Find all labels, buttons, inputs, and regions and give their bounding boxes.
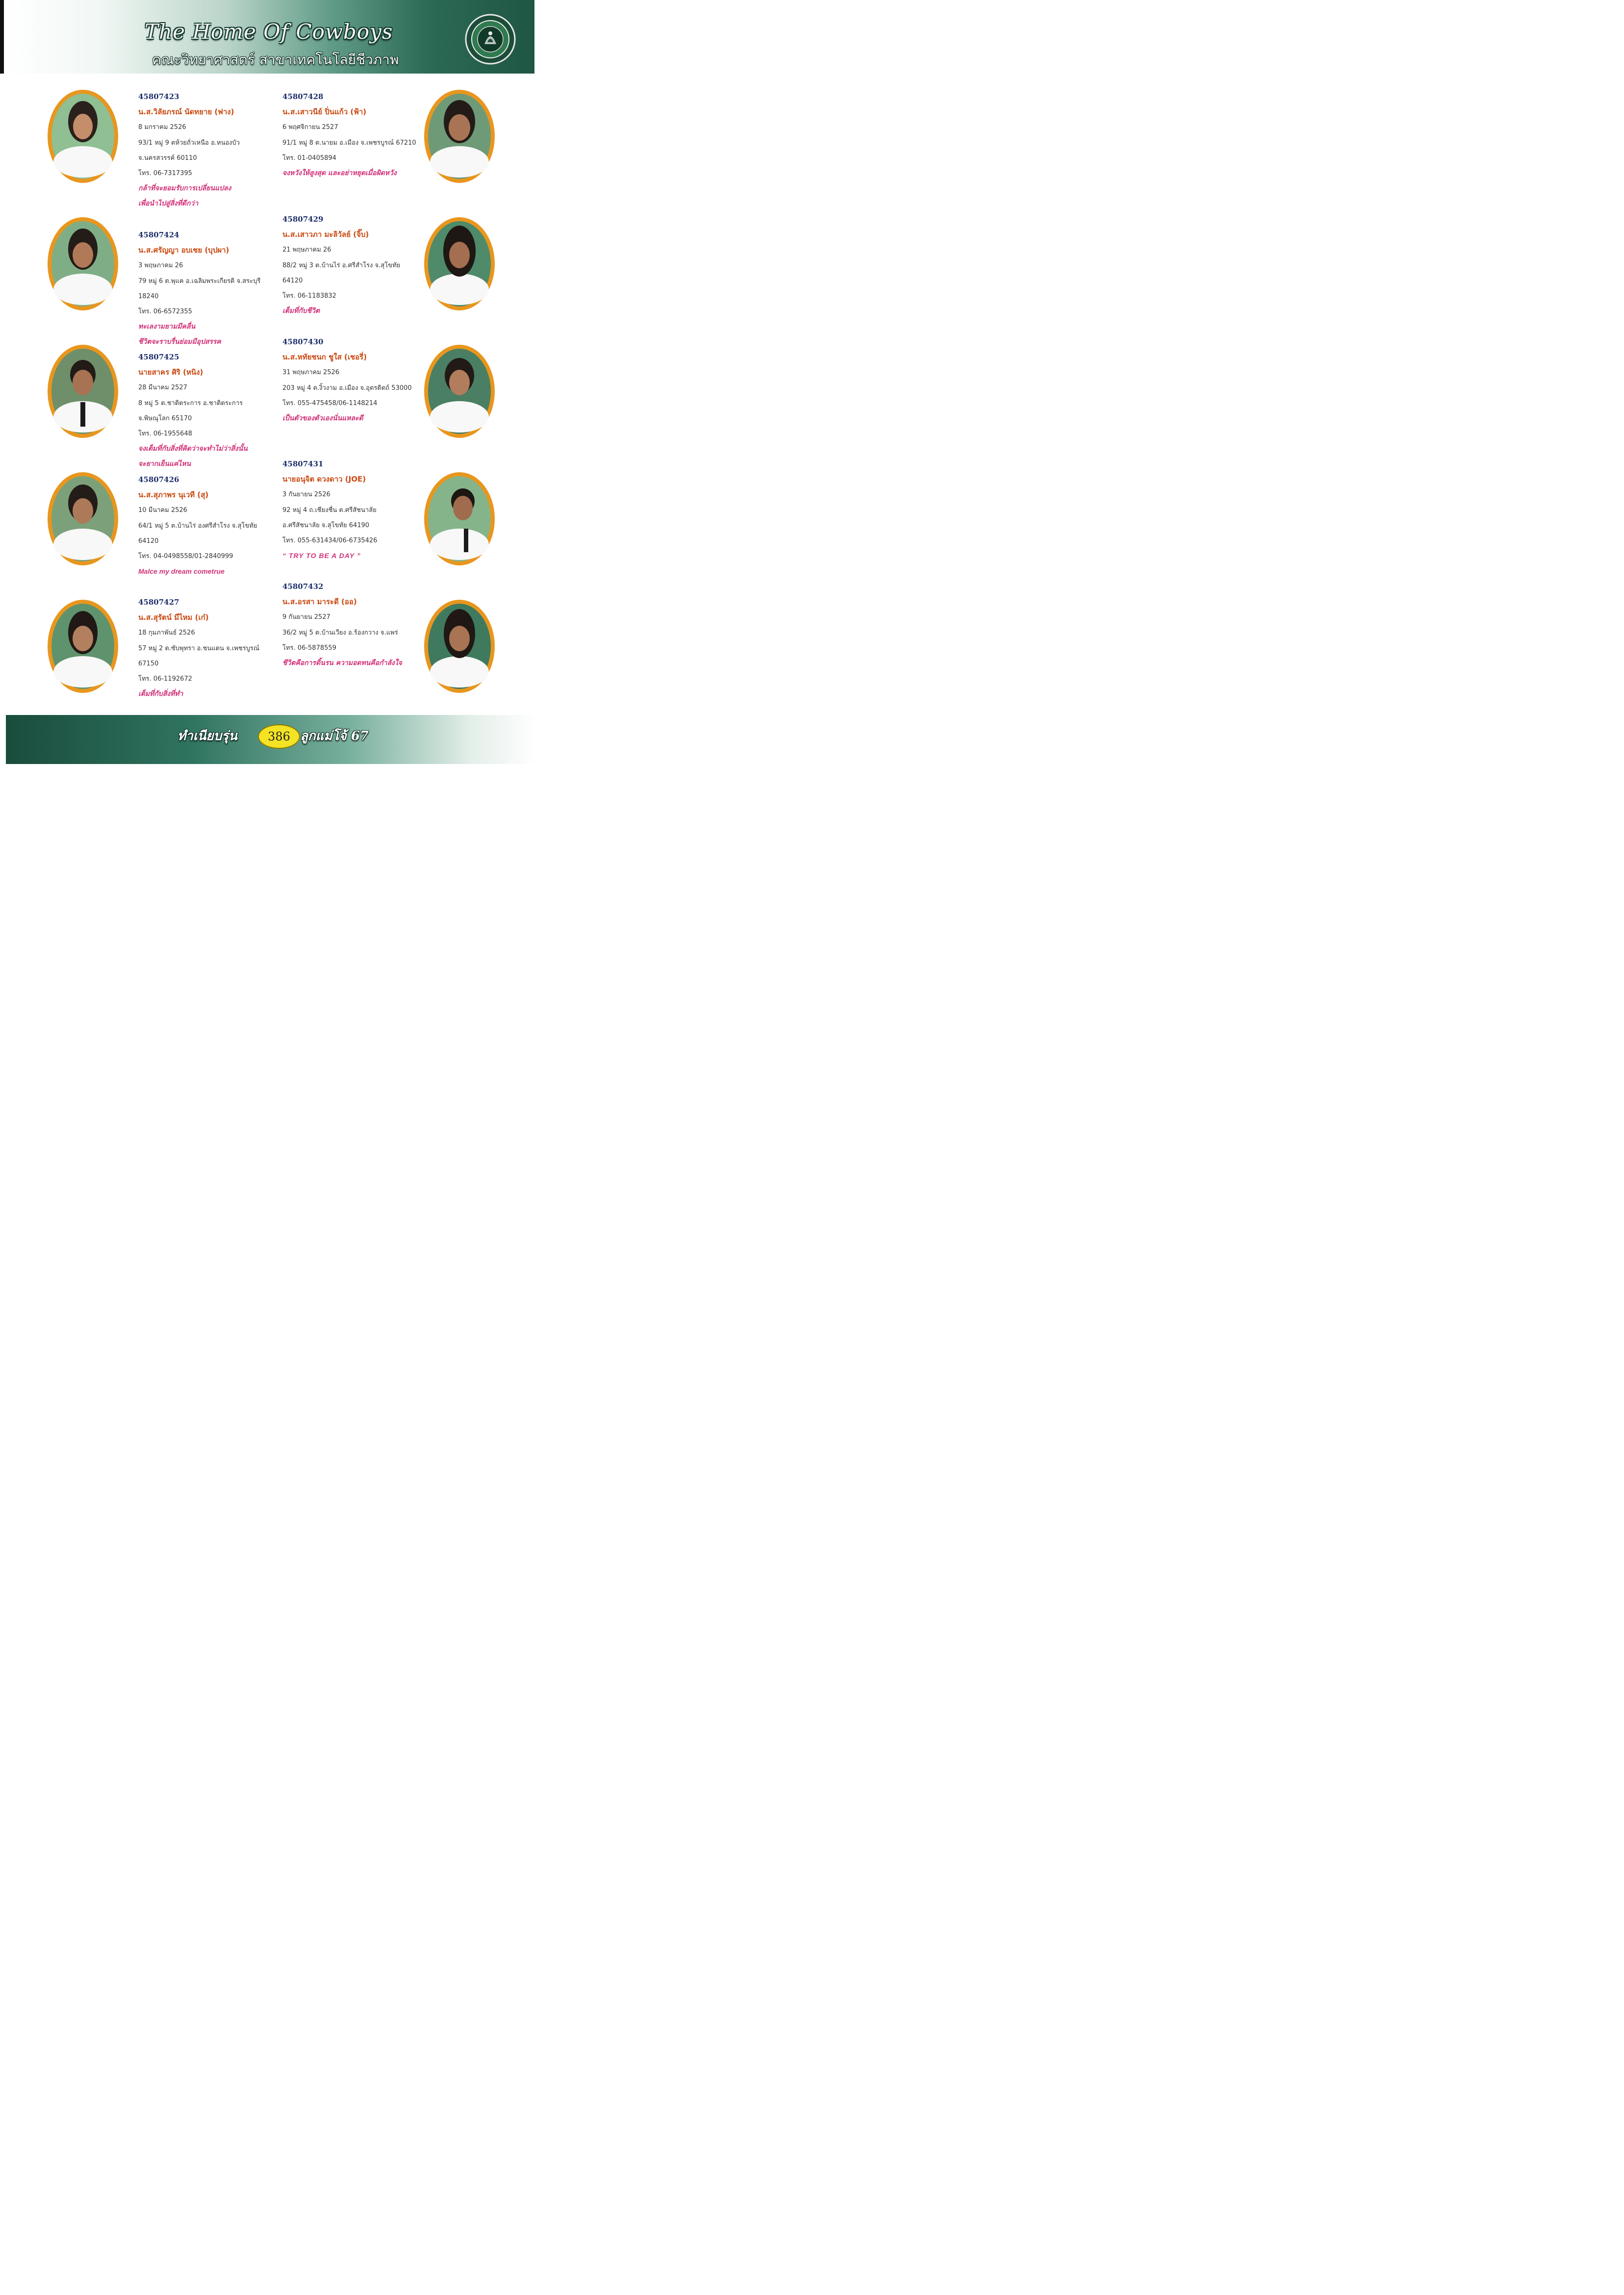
student-entry: [282, 334, 412, 426]
student-photo: [423, 216, 496, 312]
address-line: 93/1 หมู่ 9 ตห้วยถั่วเหนือ อ.หนองบัว: [138, 139, 240, 147]
footer-yearbook-label: ทำเนียบรุ่น: [178, 729, 237, 743]
address-line: 36/2 หมู่ 5 ต.บ้านเวียง อ.ร้องกวาง จ.แพร่: [282, 629, 398, 637]
student-id: 45807431: [282, 459, 324, 468]
university-seal-icon: [465, 14, 516, 65]
birth-date: 21 พฤษภาคม 26: [282, 246, 331, 254]
phone-number: โทร. 06-5878559: [282, 644, 336, 652]
motto-line: เพื่อนำไปสู่สิ่งที่ดีกว่า: [138, 200, 199, 208]
birth-date: 3 กันยายน 2526: [282, 491, 330, 499]
student-photo: [46, 88, 120, 184]
student-name: นายสาคร ศิริ (หนิง): [138, 368, 203, 377]
birth-date: 10 มีนาคม 2526: [138, 507, 187, 514]
motto-line: กล้าที่จะยอมรับการเปลี่ยนแปลง: [138, 184, 231, 193]
phone-number: โทร. 01-0405894: [282, 154, 336, 162]
student-id: 45807432: [282, 582, 324, 591]
address-line: 8 หมู่ 5 ต.ชาติตระการ อ.ชาติตระการ: [138, 399, 243, 407]
birth-date: 6 พฤศจิกายน 2527: [282, 124, 338, 131]
address-line: 92 หมู่ 4 ถ.เชียงชื่น ต.ศรีสัชนาลัย: [282, 506, 377, 514]
student-name: น.ส.เสาวนีย์ ปิ่นแก้ว (ฟ้า): [282, 107, 367, 117]
phone-number: โทร. 055-475458/06-1148214: [282, 399, 378, 407]
address-line: จ.นครสวรรค์ 60110: [138, 154, 197, 162]
student-entry: [138, 350, 248, 472]
student-name: น.ส.สุภาพร นุเวที (สุ): [138, 490, 209, 500]
motto-line: เต็มที่กับชีวิต: [282, 307, 320, 315]
address-line: 64120: [138, 537, 159, 545]
motto-line: ทะเลงามยามมีคลื่น: [138, 323, 196, 331]
address-line: 64120: [282, 277, 303, 284]
student-name: น.ส.สุรัตน์ มีไหม (เก๋): [138, 613, 209, 622]
student-name: น.ส.วิลัยภรณ์ นัดทยาย (ฟาง): [138, 107, 234, 117]
phone-number: โทร. 04-0498558/01-2840999: [138, 552, 233, 560]
student-id: 45807424: [138, 230, 179, 239]
student-name: น.ส.เสาวภา มะลิวัลย์ (จิ๊บ): [282, 230, 369, 239]
birth-date: 18 กุมภาพันธ์ 2526: [138, 629, 195, 637]
motto-line: จะยากเย็นแค่ไหน: [138, 460, 191, 468]
student-photo: [423, 598, 496, 694]
student-entry: [282, 212, 400, 319]
student-id: 45807430: [282, 337, 324, 346]
student-entry: [282, 579, 402, 671]
student-id: 45807423: [138, 92, 179, 101]
student-id: 45807427: [138, 598, 179, 607]
student-name: น.ส.อรสา มาระดี (ออ): [282, 597, 357, 607]
student-id: 45807429: [282, 215, 324, 224]
footer-class-label: ลูกแม่โจ้ 67: [300, 729, 369, 743]
faculty-subtitle: คณะวิทยาศาสตร์ สาขาเทคโนโลยีชีวภาพ: [152, 51, 399, 68]
phone-number: โทร. 06-1183832: [282, 292, 336, 300]
page-title: The Home Of Cowboys: [145, 20, 393, 44]
address-line: 67150: [138, 660, 159, 667]
motto-line: เป็นตัวของตัวเองนั่นแหละดี: [282, 414, 363, 422]
page-number: 386: [258, 724, 300, 749]
motto-line: จงหวังให้สูงสุด และอย่าหยุดเมื่อผิดหวัง: [282, 169, 397, 177]
student-entry: [138, 228, 260, 350]
address-line: 57 หมู่ 2 ต.ซับพุทรา อ.ชนแดน จ.เพชรบูรณ์: [138, 644, 259, 652]
address-line: 79 หมู่ 6 ต.พุแค อ.เฉลิมพระเกียรติ จ.สระบุรี: [138, 277, 261, 285]
motto-line: ชีวิตคือการดิ้นรน ความอดทนคือกำลังใจ: [282, 659, 402, 667]
motto-line: Malce my dream cometrue: [138, 567, 225, 576]
student-entry: [138, 472, 257, 579]
student-entry: [282, 89, 416, 181]
motto-line: เต็มที่กับสิ่งที่ทำ: [138, 690, 183, 698]
student-name: นายอนุจิต ดวงดาว (JOE): [282, 475, 366, 484]
phone-number: โทร. 06-1192672: [138, 675, 192, 683]
address-line: 18240: [138, 292, 159, 300]
birth-date: 31 พฤษภาคม 2526: [282, 369, 340, 377]
motto-line: “ TRY TO BE A DAY ”: [282, 552, 361, 560]
student-id: 45807428: [282, 92, 324, 101]
phone-number: โทร. 055-631434/06-6735426: [282, 536, 378, 544]
student-photo: [423, 471, 496, 567]
left-edge-bar: [0, 0, 4, 74]
address-line: อ.ศรีสัชนาลัย จ.สุโขทัย 64190: [282, 521, 370, 529]
phone-number: โทร. 06-7317395: [138, 169, 192, 177]
motto-line: จงเต็มที่กับสิ่งที่คิดว่าจะทำไม่ว่าสิ่งนั้น: [138, 445, 248, 453]
student-id: 45807426: [138, 475, 179, 484]
student-photo: [46, 343, 120, 439]
student-photo: [46, 471, 120, 567]
phone-number: โทร. 06-1955648: [138, 430, 192, 437]
student-photo: [423, 88, 496, 184]
motto-line: ชีวิตจะราบรื่นย่อมมีอุปสรรค: [138, 338, 221, 346]
address-line: 91/1 หมู่ 8 ต.นายม อ.เมือง จ.เพชรบูรณ์ 67210: [282, 139, 416, 147]
birth-date: 3 พฤษภาคม 26: [138, 262, 183, 270]
address-line: จ.พิษณุโลก 65170: [138, 414, 192, 422]
birth-date: 28 มีนาคม 2527: [138, 384, 187, 392]
address-line: 203 หมู่ 4 ต.งิ้วงาม อ.เมือง จ.อุตรดิตถ์ 53000: [282, 384, 412, 392]
birth-date: 8 มกราคม 2526: [138, 124, 186, 131]
student-name: น.ส.หทัยชนก ชูใส (เชอรี่): [282, 353, 367, 362]
birth-date: 9 กันยายน 2527: [282, 613, 330, 621]
address-line: 88/2 หมู่ 3 ต.บ้านไร่ อ.ศรีสำโรง จ.สุโขทัย: [282, 261, 401, 269]
address-line: 64/1 หมู่ 5 ต.บ้านไร่ องศรีสำโรง จ.สุโขทัย: [138, 522, 257, 530]
phone-number: โทร. 06-6572355: [138, 307, 192, 315]
student-entry: [138, 595, 259, 702]
student-id: 45807425: [138, 353, 179, 361]
student-entry: [282, 457, 377, 563]
student-photo: [46, 598, 120, 694]
student-photo: [423, 343, 496, 439]
student-photo: [46, 216, 120, 312]
student-name: น.ส.ศรัญญา อบเชย (บุปผา): [138, 246, 229, 255]
student-entry: [138, 89, 240, 212]
